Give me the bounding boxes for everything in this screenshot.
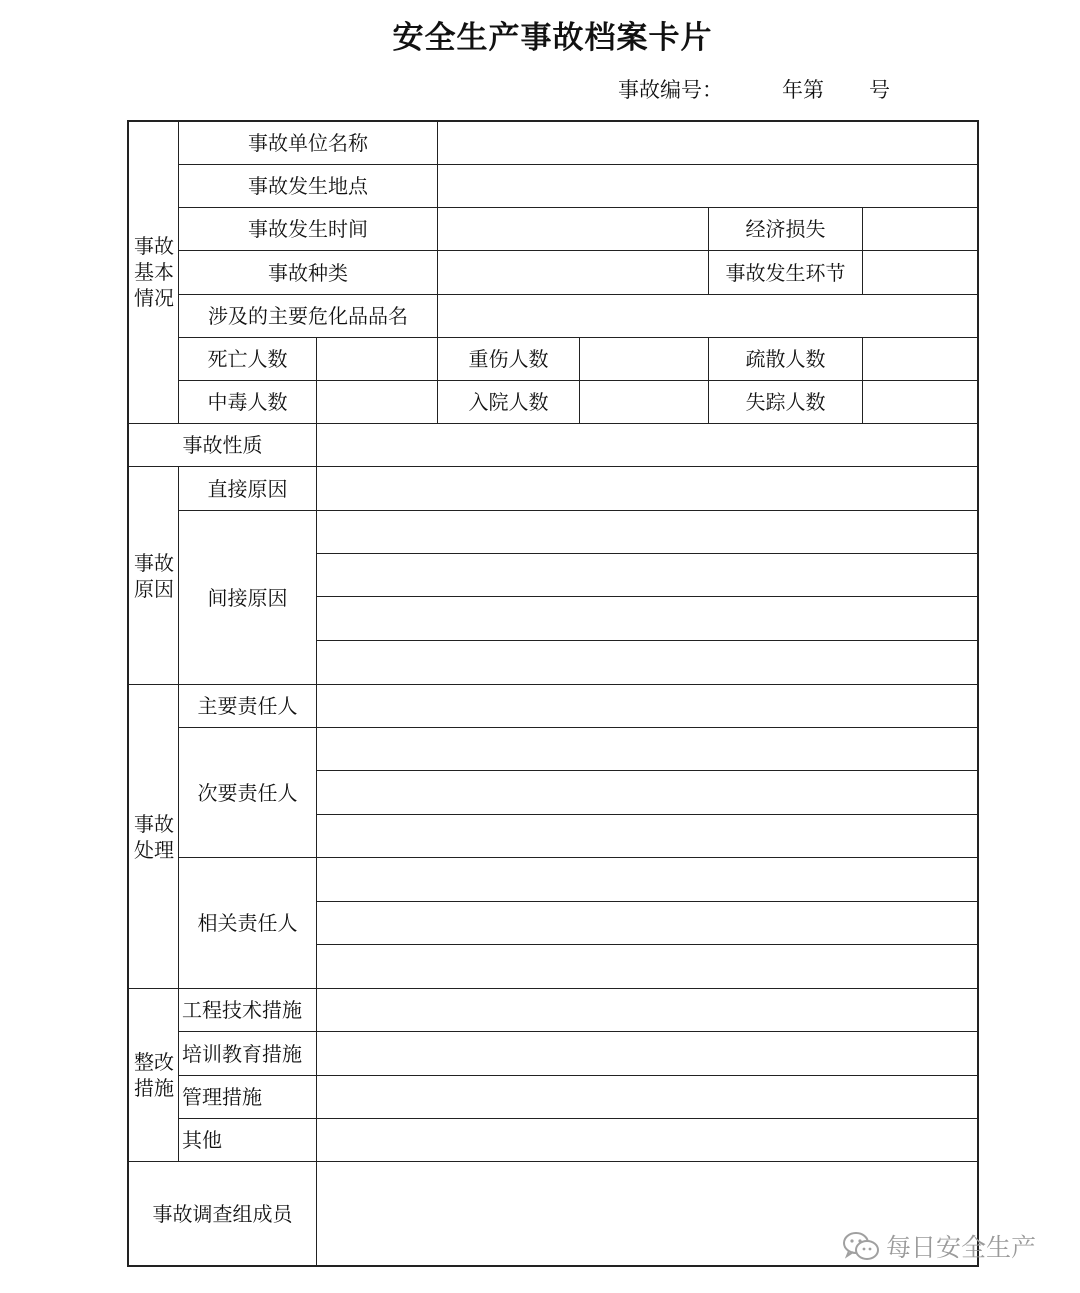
h-line xyxy=(316,814,978,815)
v-line xyxy=(579,337,580,423)
table-border-right xyxy=(977,120,979,1267)
h-line xyxy=(316,596,978,597)
label-hospitalized: 入院人数 xyxy=(468,390,549,414)
section-investigation-team: 事故调查组成员 xyxy=(152,1201,293,1226)
label-primary-responsible: 主要责任人 xyxy=(197,694,298,718)
label-evacuated: 疏散人数 xyxy=(745,347,826,371)
label-deaths: 死亡人数 xyxy=(207,347,288,371)
watermark xyxy=(842,1228,1036,1264)
label-related-responsible: 相关责任人 xyxy=(197,911,298,935)
serial-number: 号 xyxy=(869,78,890,102)
h-line xyxy=(316,640,978,641)
page-title: 安全生产事故档案卡片 xyxy=(392,20,713,56)
h-line xyxy=(316,944,978,945)
label-time: 事故发生时间 xyxy=(248,217,368,241)
watermark-text: 每日安全生产 xyxy=(886,1233,1037,1262)
v-line xyxy=(316,337,317,423)
section-accident-nature: 事故性质 xyxy=(182,433,263,457)
section-accident-cause: 事故原因 xyxy=(134,550,174,601)
label-stage: 事故发生环节 xyxy=(725,260,846,285)
label-missing: 失踪人数 xyxy=(745,390,826,414)
section-basic-info: 事故基本情况 xyxy=(134,234,174,310)
label-poisoned: 中毒人数 xyxy=(207,390,288,414)
label-management: 管理措施 xyxy=(182,1085,262,1109)
label-location: 事故发生地点 xyxy=(248,174,368,198)
v-line xyxy=(862,337,863,423)
h-line xyxy=(316,901,978,902)
label-category: 事故种类 xyxy=(268,260,348,285)
label-other: 其他 xyxy=(182,1128,222,1152)
label-direct-cause: 直接原因 xyxy=(207,476,288,501)
label-secondary-responsible: 次要责任人 xyxy=(197,780,298,805)
label-severe-injuries: 重伤人数 xyxy=(468,347,549,371)
h-line xyxy=(316,770,978,771)
label-indirect-cause: 间接原因 xyxy=(207,585,288,610)
table-border-bottom xyxy=(127,1265,979,1267)
label-economic-loss: 经济损失 xyxy=(745,217,826,241)
section-accident-handling: 事故处理 xyxy=(134,811,174,862)
serial-label: 事故编号： xyxy=(618,78,723,102)
label-engineering: 工程技术措施 xyxy=(182,998,302,1022)
label-training: 培训教育措施 xyxy=(182,1041,302,1066)
v-line xyxy=(862,207,863,294)
wechat-icon xyxy=(842,1230,880,1262)
serial-year: 年第 xyxy=(782,78,824,102)
table-border-left xyxy=(127,120,129,1267)
label-chemicals: 涉及的主要危化品品名 xyxy=(208,304,408,328)
section-rectification: 整改措施 xyxy=(134,1050,174,1100)
label-unit-name: 事故单位名称 xyxy=(248,130,368,155)
v-line xyxy=(316,423,317,1266)
h-line xyxy=(316,553,978,554)
